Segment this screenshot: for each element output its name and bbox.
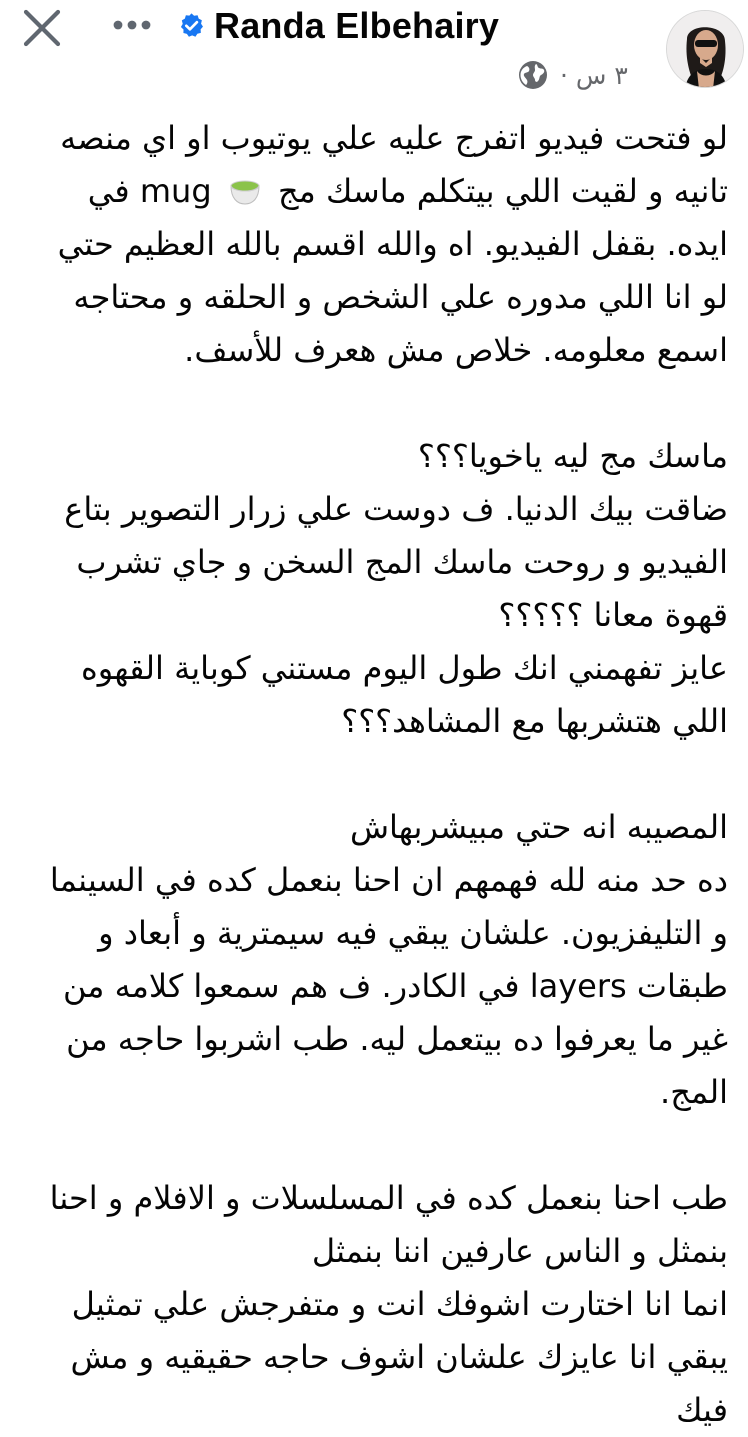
globe-icon[interactable] [518,60,548,90]
post-paragraph-2: ماسك مج ليه ياخويا؟؟؟ [417,437,728,475]
post-paragraph-7: طب احنا بنعمل كده في المسلسلات و الافلام و احنا بنمثل و الناس عارفين اننا بنمثل [49,1179,728,1270]
post-paragraph-8: انما انا اختارت اشوفك انت و متفرجش علي تمثيل يبقي انا عايزك علشان اشوف حاجه حقيقيه و مش فيك [70,1285,728,1429]
profile-photo [667,11,744,88]
post-text [26,112,728,1437]
verified-badge-icon [178,12,205,39]
author-name-link[interactable]: Randa Elbehairy [214,5,500,46]
post-paragraph-6: ده حد منه لله فهمهم ان احنا بنعمل كده في السينما و التليفزيون. علشان يبقي فيه سيمترية و أبعاد و طبقات layers في الكادر. ف هم سمعوا كلامه من غير ما يعرفوا ده بيتعمل ليه. طب اشربوا حاجه من المج. [49,861,728,1111]
post-line: ايده. بقفل الفيديو. اه والله اقسم بالله العظيم حتي لو انا اللي مدوره علي الشخص و الحلقه و محتاجه اسمع معلومه. خلاص مش هعرف للأسف. [57,225,728,369]
post-inline-text: mug في [87,172,212,210]
post-line: تانيه و لقيت اللي بيتكلم ماسك مج [277,172,728,210]
post-paragraph-4: عايز تفهمني انك طول اليوم مستني كوباية القهوه اللي هتشربها مع المشاهد؟؟؟ [81,649,728,740]
post-paragraph-1 [26,112,728,377]
close-button[interactable] [22,8,62,48]
post-paragraph-3: ضاقت بيك الدنيا. ف دوست علي زرار التصوير بتاع الفيديو و روحت ماسك المج السخن و جاي تشرب قهوة معانا ؟؟؟؟؟ [64,490,728,634]
avatar[interactable] [666,10,744,88]
post-header [0,0,748,110]
more-dots-icon [112,10,158,40]
post-paragraph-5: المصيبه انه حتي مبيشربهاش [349,808,728,846]
more-options-button[interactable] [112,10,158,40]
post-line: لو فتحت فيديو اتفرج عليه علي يوتيوب او اي منصه [60,119,728,157]
post-meta [518,58,628,92]
close-icon [22,8,62,48]
green-bowl-emoji-icon [228,174,262,208]
post-timestamp[interactable]: ٣ س · [560,60,628,90]
